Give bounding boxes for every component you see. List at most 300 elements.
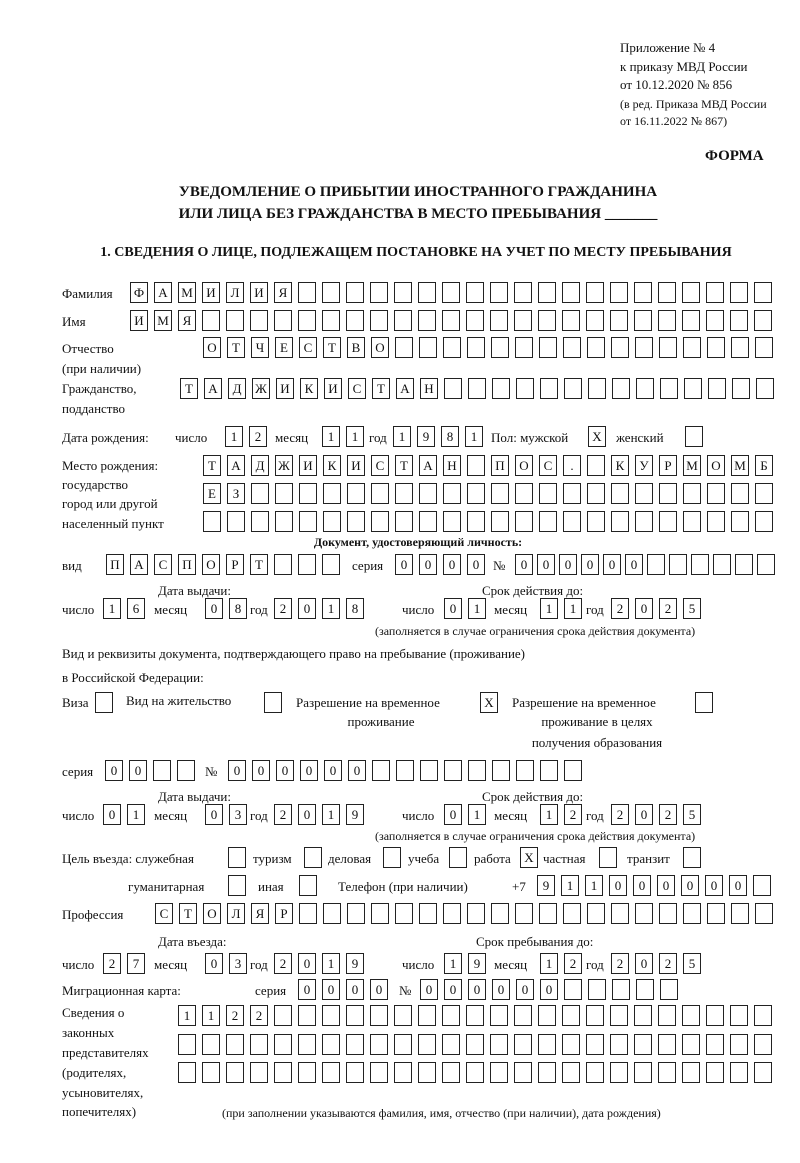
char-box[interactable]: [202, 1062, 220, 1083]
char-box[interactable]: 9: [417, 426, 435, 447]
mc-number-field[interactable]: [420, 979, 684, 1001]
char-box[interactable]: 0: [635, 953, 653, 974]
doc-issue-day-field[interactable]: [103, 598, 151, 620]
char-box[interactable]: [275, 483, 293, 504]
char-box[interactable]: [563, 511, 581, 532]
char-box[interactable]: [540, 378, 558, 399]
char-box[interactable]: [346, 310, 364, 331]
char-box[interactable]: [706, 310, 724, 331]
char-box[interactable]: [515, 903, 533, 924]
char-box[interactable]: [599, 847, 617, 868]
char-box[interactable]: [753, 875, 771, 896]
char-box[interactable]: [394, 310, 412, 331]
char-box[interactable]: [491, 903, 509, 924]
char-box[interactable]: [635, 483, 653, 504]
char-box[interactable]: [757, 554, 775, 575]
char-box[interactable]: У: [635, 455, 653, 476]
char-box[interactable]: [659, 483, 677, 504]
char-box[interactable]: 2: [249, 426, 267, 447]
humanitarian-checkbox[interactable]: [228, 875, 252, 897]
char-box[interactable]: 1: [540, 598, 558, 619]
char-box[interactable]: [299, 875, 317, 896]
char-box[interactable]: 2: [274, 804, 292, 825]
char-box[interactable]: [707, 903, 725, 924]
mc-series-field[interactable]: [298, 979, 394, 1001]
char-box[interactable]: [588, 979, 606, 1000]
char-box[interactable]: [706, 1005, 724, 1026]
char-box[interactable]: 0: [103, 804, 121, 825]
char-box[interactable]: К: [323, 455, 341, 476]
char-box[interactable]: 6: [127, 598, 145, 619]
char-box[interactable]: 0: [252, 760, 270, 781]
char-box[interactable]: [394, 1034, 412, 1055]
char-box[interactable]: [706, 1034, 724, 1055]
char-box[interactable]: 0: [346, 979, 364, 1000]
char-box[interactable]: 1: [322, 598, 340, 619]
char-box[interactable]: 1: [564, 598, 582, 619]
char-box[interactable]: 0: [129, 760, 147, 781]
char-box[interactable]: [516, 760, 534, 781]
char-box[interactable]: 0: [492, 979, 510, 1000]
char-box[interactable]: Н: [420, 378, 438, 399]
char-box[interactable]: Я: [251, 903, 269, 924]
reps-field-1[interactable]: [178, 1005, 778, 1027]
char-box[interactable]: [732, 378, 750, 399]
char-box[interactable]: Н: [443, 455, 461, 476]
char-box[interactable]: [660, 378, 678, 399]
char-box[interactable]: [707, 511, 725, 532]
char-box[interactable]: [442, 1005, 460, 1026]
char-box[interactable]: 0: [540, 979, 558, 1000]
char-box[interactable]: [634, 310, 652, 331]
char-box[interactable]: К: [611, 455, 629, 476]
char-box[interactable]: [539, 483, 557, 504]
char-box[interactable]: 1: [322, 804, 340, 825]
char-box[interactable]: [394, 1062, 412, 1083]
char-box[interactable]: 0: [395, 554, 413, 575]
char-box[interactable]: [635, 903, 653, 924]
char-box[interactable]: [586, 1062, 604, 1083]
char-box[interactable]: [467, 903, 485, 924]
char-box[interactable]: О: [371, 337, 389, 358]
char-box[interactable]: [731, 483, 749, 504]
char-box[interactable]: Б: [755, 455, 773, 476]
char-box[interactable]: [371, 511, 389, 532]
char-box[interactable]: [202, 310, 220, 331]
char-box[interactable]: [730, 1005, 748, 1026]
char-box[interactable]: [298, 310, 316, 331]
char-box[interactable]: Е: [275, 337, 293, 358]
char-box[interactable]: [468, 760, 486, 781]
char-box[interactable]: 2: [564, 953, 582, 974]
char-box[interactable]: [395, 483, 413, 504]
char-box[interactable]: 0: [559, 554, 577, 575]
char-box[interactable]: [562, 310, 580, 331]
until-year-field[interactable]: [611, 953, 707, 975]
char-box[interactable]: [322, 1005, 340, 1026]
char-box[interactable]: [610, 282, 628, 303]
char-box[interactable]: О: [515, 455, 533, 476]
female-checkbox[interactable]: [685, 426, 709, 448]
char-box[interactable]: [491, 483, 509, 504]
char-box[interactable]: [274, 554, 292, 575]
char-box[interactable]: 0: [444, 979, 462, 1000]
char-box[interactable]: 5: [683, 953, 701, 974]
business-checkbox[interactable]: [383, 847, 407, 869]
char-box[interactable]: [731, 511, 749, 532]
char-box[interactable]: [636, 378, 654, 399]
char-box[interactable]: [587, 511, 605, 532]
char-box[interactable]: [659, 337, 677, 358]
char-box[interactable]: 2: [659, 598, 677, 619]
char-box[interactable]: X: [520, 847, 538, 868]
char-box[interactable]: О: [202, 554, 220, 575]
char-box[interactable]: [564, 760, 582, 781]
char-box[interactable]: Т: [180, 378, 198, 399]
char-box[interactable]: [539, 337, 557, 358]
char-box[interactable]: [539, 903, 557, 924]
doc-issue-month-field[interactable]: [205, 598, 253, 620]
char-box[interactable]: [372, 760, 390, 781]
char-box[interactable]: [538, 310, 556, 331]
work-checkbox[interactable]: [520, 847, 544, 869]
tourism-checkbox[interactable]: [304, 847, 328, 869]
char-box[interactable]: [735, 554, 753, 575]
char-box[interactable]: [95, 692, 113, 713]
char-box[interactable]: [587, 903, 605, 924]
char-box[interactable]: [467, 511, 485, 532]
char-box[interactable]: [396, 760, 414, 781]
char-box[interactable]: 5: [683, 804, 701, 825]
char-box[interactable]: [516, 378, 534, 399]
char-box[interactable]: [250, 1062, 268, 1083]
char-box[interactable]: [611, 483, 629, 504]
char-box[interactable]: 1: [468, 804, 486, 825]
char-box[interactable]: 9: [346, 953, 364, 974]
char-box[interactable]: [562, 1062, 580, 1083]
char-box[interactable]: [418, 310, 436, 331]
char-box[interactable]: К: [300, 378, 318, 399]
char-box[interactable]: [370, 282, 388, 303]
char-box[interactable]: [419, 483, 437, 504]
char-box[interactable]: [755, 337, 773, 358]
char-box[interactable]: 2: [611, 953, 629, 974]
char-box[interactable]: [587, 337, 605, 358]
surname-field[interactable]: [130, 282, 778, 304]
char-box[interactable]: Т: [323, 337, 341, 358]
char-box[interactable]: Ч: [251, 337, 269, 358]
char-box[interactable]: [466, 282, 484, 303]
char-box[interactable]: [251, 483, 269, 504]
char-box[interactable]: [395, 511, 413, 532]
char-box[interactable]: [274, 1034, 292, 1055]
birth-year-field[interactable]: [393, 426, 489, 448]
char-box[interactable]: [466, 1005, 484, 1026]
char-box[interactable]: 0: [419, 554, 437, 575]
char-box[interactable]: [466, 1062, 484, 1083]
char-box[interactable]: [370, 1005, 388, 1026]
char-box[interactable]: М: [683, 455, 701, 476]
doc-number-field[interactable]: [515, 554, 779, 576]
char-box[interactable]: 0: [537, 554, 555, 575]
char-box[interactable]: [202, 1034, 220, 1055]
stay-series-field[interactable]: [105, 760, 201, 782]
patronymic-field[interactable]: [203, 337, 779, 359]
char-box[interactable]: 1: [103, 598, 121, 619]
char-box[interactable]: [443, 483, 461, 504]
char-box[interactable]: А: [396, 378, 414, 399]
char-box[interactable]: [443, 337, 461, 358]
char-box[interactable]: [683, 903, 701, 924]
char-box[interactable]: [347, 511, 365, 532]
char-box[interactable]: [442, 1062, 460, 1083]
char-box[interactable]: 0: [443, 554, 461, 575]
char-box[interactable]: [683, 483, 701, 504]
char-box[interactable]: [346, 1034, 364, 1055]
char-box[interactable]: 1: [127, 804, 145, 825]
char-box[interactable]: 9: [346, 804, 364, 825]
doc-valid-month-field[interactable]: [540, 598, 588, 620]
char-box[interactable]: [492, 378, 510, 399]
char-box[interactable]: [754, 310, 772, 331]
char-box[interactable]: [442, 282, 460, 303]
char-box[interactable]: [612, 979, 630, 1000]
char-box[interactable]: [490, 1005, 508, 1026]
char-box[interactable]: [647, 554, 665, 575]
char-box[interactable]: 0: [444, 804, 462, 825]
char-box[interactable]: Т: [372, 378, 390, 399]
char-box[interactable]: 1: [465, 426, 483, 447]
char-box[interactable]: 1: [393, 426, 411, 447]
char-box[interactable]: 1: [346, 426, 364, 447]
male-checkbox[interactable]: [588, 426, 612, 448]
char-box[interactable]: [322, 310, 340, 331]
char-box[interactable]: [322, 1034, 340, 1055]
char-box[interactable]: С: [155, 903, 173, 924]
stay-number-field[interactable]: [228, 760, 588, 782]
char-box[interactable]: [395, 903, 413, 924]
entry-year-field[interactable]: [274, 953, 370, 975]
char-box[interactable]: [383, 847, 401, 868]
char-box[interactable]: [538, 282, 556, 303]
char-box[interactable]: 1: [225, 426, 243, 447]
char-box[interactable]: [755, 483, 773, 504]
char-box[interactable]: И: [250, 282, 268, 303]
char-box[interactable]: 0: [444, 598, 462, 619]
char-box[interactable]: Я: [274, 282, 292, 303]
char-box[interactable]: [419, 511, 437, 532]
char-box[interactable]: 0: [348, 760, 366, 781]
char-box[interactable]: [588, 378, 606, 399]
char-box[interactable]: [685, 426, 703, 447]
char-box[interactable]: [634, 1062, 652, 1083]
char-box[interactable]: А: [419, 455, 437, 476]
char-box[interactable]: 0: [635, 804, 653, 825]
char-box[interactable]: [444, 378, 462, 399]
char-box[interactable]: Р: [659, 455, 677, 476]
char-box[interactable]: 0: [657, 875, 675, 896]
char-box[interactable]: [514, 282, 532, 303]
birthplace-field-1[interactable]: [203, 455, 779, 477]
char-box[interactable]: Ж: [275, 455, 293, 476]
char-box[interactable]: [563, 903, 581, 924]
char-box[interactable]: М: [178, 282, 196, 303]
char-box[interactable]: В: [347, 337, 365, 358]
reps-field-2[interactable]: [178, 1034, 778, 1056]
char-box[interactable]: О: [707, 455, 725, 476]
char-box[interactable]: [323, 903, 341, 924]
stay-issue-day-field[interactable]: [103, 804, 151, 826]
char-box[interactable]: [394, 282, 412, 303]
char-box[interactable]: [658, 310, 676, 331]
doc-issue-year-field[interactable]: [274, 598, 370, 620]
char-box[interactable]: 0: [205, 953, 223, 974]
char-box[interactable]: [250, 310, 268, 331]
char-box[interactable]: С: [299, 337, 317, 358]
char-box[interactable]: Я: [178, 310, 196, 331]
char-box[interactable]: Л: [226, 282, 244, 303]
char-box[interactable]: [490, 1062, 508, 1083]
char-box[interactable]: [322, 554, 340, 575]
char-box[interactable]: [298, 1034, 316, 1055]
char-box[interactable]: [514, 310, 532, 331]
char-box[interactable]: О: [203, 337, 221, 358]
char-box[interactable]: Р: [275, 903, 293, 924]
char-box[interactable]: [730, 282, 748, 303]
char-box[interactable]: [420, 760, 438, 781]
char-box[interactable]: Т: [227, 337, 245, 358]
char-box[interactable]: 2: [250, 1005, 268, 1026]
char-box[interactable]: [586, 1005, 604, 1026]
char-box[interactable]: 0: [298, 953, 316, 974]
char-box[interactable]: [562, 1005, 580, 1026]
char-box[interactable]: [418, 1005, 436, 1026]
char-box[interactable]: [755, 903, 773, 924]
char-box[interactable]: [612, 378, 630, 399]
char-box[interactable]: 0: [581, 554, 599, 575]
char-box[interactable]: [394, 1005, 412, 1026]
char-box[interactable]: 2: [274, 598, 292, 619]
char-box[interactable]: 9: [537, 875, 555, 896]
birth-month-field[interactable]: [322, 426, 370, 448]
char-box[interactable]: [228, 875, 246, 896]
char-box[interactable]: С: [154, 554, 172, 575]
char-box[interactable]: [515, 511, 533, 532]
doc-valid-day-field[interactable]: [444, 598, 492, 620]
char-box[interactable]: [466, 310, 484, 331]
char-box[interactable]: [153, 760, 171, 781]
official-checkbox[interactable]: [228, 847, 252, 869]
trp-edu-checkbox[interactable]: [695, 692, 719, 714]
stay-valid-day-field[interactable]: [444, 804, 492, 826]
char-box[interactable]: [514, 1005, 532, 1026]
char-box[interactable]: Ф: [130, 282, 148, 303]
char-box[interactable]: [634, 1005, 652, 1026]
char-box[interactable]: [371, 483, 389, 504]
char-box[interactable]: [707, 337, 725, 358]
char-box[interactable]: 1: [202, 1005, 220, 1026]
until-day-field[interactable]: [444, 953, 492, 975]
char-box[interactable]: Ж: [252, 378, 270, 399]
char-box[interactable]: [442, 1034, 460, 1055]
char-box[interactable]: [538, 1005, 556, 1026]
name-field[interactable]: [130, 310, 778, 332]
entry-day-field[interactable]: [103, 953, 151, 975]
char-box[interactable]: [370, 1062, 388, 1083]
char-box[interactable]: [514, 1062, 532, 1083]
stay-valid-month-field[interactable]: [540, 804, 588, 826]
char-box[interactable]: [490, 1034, 508, 1055]
char-box[interactable]: [708, 378, 726, 399]
char-box[interactable]: 0: [603, 554, 621, 575]
char-box[interactable]: Т: [203, 455, 221, 476]
doc-kind-field[interactable]: [106, 554, 346, 576]
birth-day-field[interactable]: [225, 426, 273, 448]
char-box[interactable]: 0: [322, 979, 340, 1000]
char-box[interactable]: [682, 1005, 700, 1026]
char-box[interactable]: 0: [298, 979, 316, 1000]
char-box[interactable]: 2: [611, 598, 629, 619]
reps-field-3[interactable]: [178, 1062, 778, 1084]
char-box[interactable]: [298, 554, 316, 575]
char-box[interactable]: [754, 1062, 772, 1083]
char-box[interactable]: 0: [300, 760, 318, 781]
char-box[interactable]: Т: [395, 455, 413, 476]
char-box[interactable]: [538, 1062, 556, 1083]
char-box[interactable]: [467, 483, 485, 504]
char-box[interactable]: Д: [251, 455, 269, 476]
char-box[interactable]: 0: [681, 875, 699, 896]
char-box[interactable]: 8: [229, 598, 247, 619]
residence-checkbox[interactable]: [264, 692, 288, 714]
char-box[interactable]: 0: [298, 598, 316, 619]
char-box[interactable]: 0: [370, 979, 388, 1000]
char-box[interactable]: [371, 903, 389, 924]
char-box[interactable]: [706, 1062, 724, 1083]
char-box[interactable]: 0: [468, 979, 486, 1000]
char-box[interactable]: 0: [205, 804, 223, 825]
char-box[interactable]: 1: [540, 953, 558, 974]
char-box[interactable]: .: [563, 455, 581, 476]
char-box[interactable]: [611, 511, 629, 532]
char-box[interactable]: 1: [468, 598, 486, 619]
char-box[interactable]: [251, 511, 269, 532]
citizenship-field[interactable]: [180, 378, 780, 400]
char-box[interactable]: [299, 511, 317, 532]
char-box[interactable]: [587, 455, 605, 476]
char-box[interactable]: [418, 282, 436, 303]
phone-field[interactable]: [537, 875, 777, 897]
char-box[interactable]: Р: [226, 554, 244, 575]
char-box[interactable]: [658, 1062, 676, 1083]
char-box[interactable]: С: [539, 455, 557, 476]
char-box[interactable]: [730, 1062, 748, 1083]
char-box[interactable]: 2: [103, 953, 121, 974]
char-box[interactable]: [490, 282, 508, 303]
char-box[interactable]: [322, 1062, 340, 1083]
char-box[interactable]: 5: [683, 598, 701, 619]
char-box[interactable]: [611, 337, 629, 358]
char-box[interactable]: [730, 1034, 748, 1055]
char-box[interactable]: И: [324, 378, 342, 399]
char-box[interactable]: [658, 1005, 676, 1026]
char-box[interactable]: 0: [324, 760, 342, 781]
char-box[interactable]: [418, 1034, 436, 1055]
char-box[interactable]: [346, 1062, 364, 1083]
char-box[interactable]: [442, 310, 460, 331]
char-box[interactable]: [586, 1034, 604, 1055]
char-box[interactable]: [275, 511, 293, 532]
